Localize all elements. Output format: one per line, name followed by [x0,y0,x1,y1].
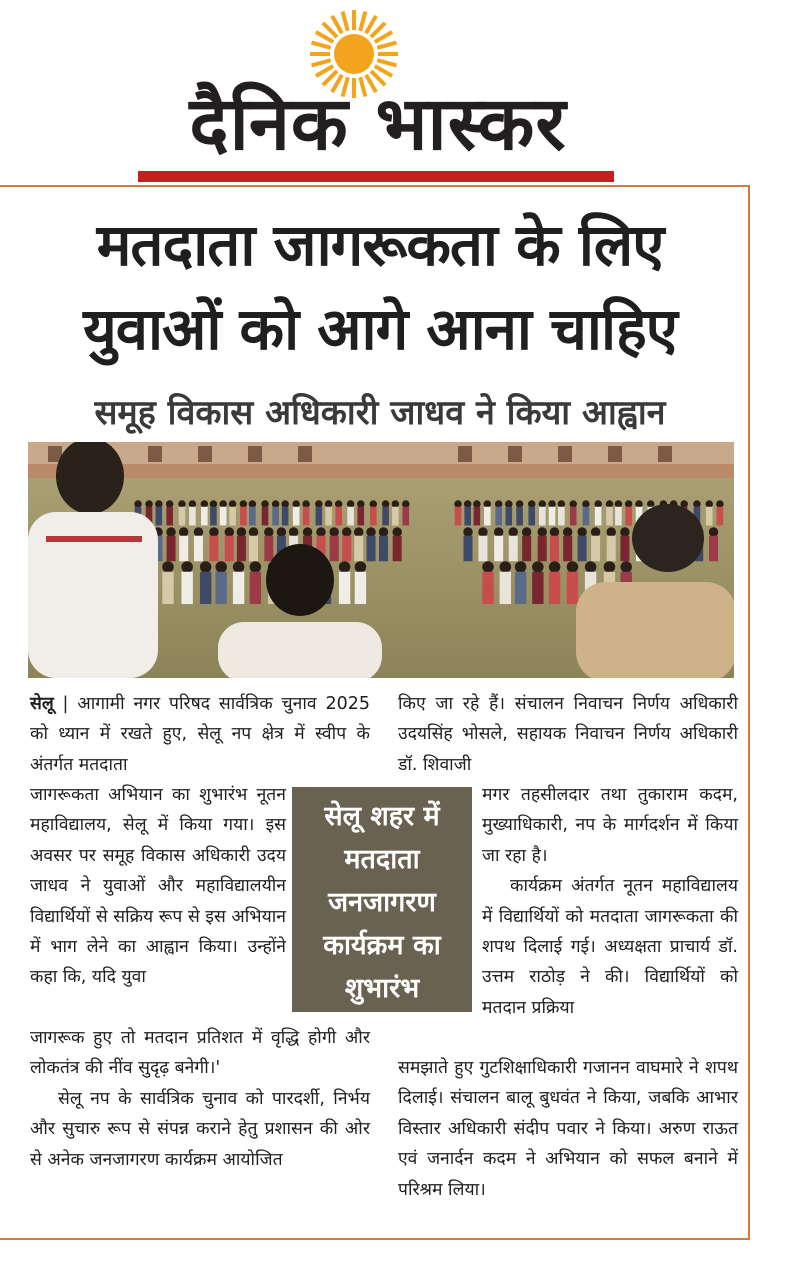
crowd-body [162,572,173,604]
crowd-head [522,527,532,537]
crowd-head [281,500,289,508]
crowd-body [354,536,363,562]
crowd-body [549,507,556,526]
crowd-body [335,507,342,526]
crowd-head [528,500,536,508]
crowd-body [167,536,176,562]
sun-ray [371,23,385,37]
body-paragraph: सेलू नप के सार्वत्रिक चुनाव को पारदर्शी, निर्भय और सुचारु रूप से संपन्न कराने हेतु प्रशासन की ओर से अनेक जनजागरण कार्यक्रम आयोजित [30,1088,370,1170]
crowd-body [262,507,269,526]
sun-ray [366,16,376,33]
crowd-body [189,507,196,526]
crowd-head [606,500,614,508]
crowd-head [563,527,573,537]
students-pledge-photo [28,442,734,678]
crowd-body [215,572,226,604]
crowd-head [402,500,410,508]
crowd-head [392,527,402,537]
crowd-body [482,572,493,604]
crowd-body [210,507,217,526]
crowd-head [494,527,504,537]
crowd-body [347,507,354,526]
crowd-body [474,507,481,526]
crowd-head [635,500,643,508]
sun-ray [316,32,333,42]
crowd-body [282,507,289,526]
crowd-body [464,536,473,562]
right-column-narrow [482,780,738,1023]
crowd-body [357,507,364,526]
crowd-body [367,536,376,562]
crowd-body [567,572,578,604]
crowd-body [325,507,332,526]
crowd-head [484,500,492,508]
crowd-head [620,561,632,573]
crowd-body [528,507,535,526]
crowd-head [194,527,204,537]
crowd-body [166,507,173,526]
logo-underline-bar [138,171,614,182]
crowd-head [181,561,193,573]
crowd-body [494,536,503,562]
crowd-head [325,500,333,508]
dateline: सेलू [30,694,54,714]
crowd-head [209,527,219,537]
sun-ray [311,43,330,48]
crowd-head [382,500,390,508]
crowd-body [250,572,261,604]
crowd-head [264,527,274,537]
crowd-head [315,500,323,508]
crowd-head [620,527,630,537]
crowd-body [339,572,350,604]
sun-ray [323,23,337,37]
crowd-head [201,500,209,508]
article-headline: मतदाता जागरूकता के लिए युवाओं को आगे आना चाहिए [83,211,677,363]
crowd-head [537,527,547,537]
crowd-body [620,536,629,562]
crowd-head [515,561,527,573]
crowd-head [549,561,561,573]
crowd-head [225,527,235,537]
crowd-body [550,536,559,562]
masthead [138,8,618,183]
crowd-body [478,536,487,562]
crowd-body [330,536,339,562]
body-paragraph: कार्यक्रम अंतर्गत नूतन महाविद्यालय में विद्यार्थियों को मतदाता जागरूकता की शपथ दिलाई गई। अध्यक्षता प्राचार्य डॉ. उत्तम राठोड़ ने की। विद्यार्थियों को मतदान प्रक्रिया [482,876,738,1018]
crowd-head [482,561,494,573]
article-photo [28,442,734,678]
crowd-body [272,507,279,526]
crowd-head [250,561,262,573]
crowd-head [249,527,259,537]
left-column-top: सेलू | आगामी नगर परिषद सार्वत्रिक चुनाव 2025 को ध्यान में रखते हुए, सेलू नप क्षेत्र में स्वीप के अंतर्गत मतदाता [30,694,370,775]
crowd-body [625,507,632,526]
crowd-body [402,507,409,526]
crowd-head [210,500,218,508]
crowd-body [156,507,163,526]
crowd-body [220,507,227,526]
crowd-head [516,500,524,508]
crowd-head [342,527,352,537]
article-subheadline: समूह विकास अधिकारी जाधव ने किया आह्वान [94,393,666,433]
crowd-head [272,500,280,508]
crowd-body [201,507,208,526]
crowd-head [500,561,512,573]
crowd-body [264,536,273,562]
crowd-head [705,500,713,508]
sun-ray [377,60,396,65]
crowd-body [570,507,577,526]
crowd-body [583,507,590,526]
crowd-head [606,527,616,537]
right-column-top [398,689,738,780]
crowd-body [249,536,258,562]
crowd-head [354,527,364,537]
crowd-head [289,527,299,537]
crowd-body [316,507,323,526]
crowd-body [500,572,511,604]
crowd-body [181,572,192,604]
crowd-body [615,507,622,526]
crowd-body [237,536,246,562]
crowd-body [717,507,724,526]
crowd-head [594,500,602,508]
crowd-head [261,500,269,508]
crowd-body [464,507,471,526]
crowd-head [366,527,376,537]
crowd-head [316,527,326,537]
crowd-head [716,500,724,508]
body-paragraph: आगामी नगर परिषद सार्वत्रिक चुनाव 2025 को ध्यान में रखते हुए, सेलू नप क्षेत्र में स्वीप के अंतर्गत मतदाता [30,694,370,775]
crowd-body [538,536,547,562]
right-column-bottom [398,1053,738,1205]
crowd-head [339,561,351,573]
crowd-head [625,500,633,508]
crowd-body [595,507,602,526]
crowd-body [522,536,531,562]
pull-quote-box: सेलू शहर में मतदाता जनजागरण कार्यक्रम का शुभारंभ [292,787,472,1012]
sun-ray [332,16,342,33]
crowd-head [709,527,719,537]
crowd-body [293,507,300,526]
crowd-body [249,507,256,526]
sun-ray [375,32,392,42]
crowd-head [604,561,616,573]
crowd-head [478,527,488,537]
crowd-head [548,500,556,508]
crowd-head [569,500,577,508]
crowd-body [706,507,713,526]
body-paragraph: समझाते हुए गुटशिक्षाधिकारी गजानन वाघमारे ने शपथ दिलाई। संचालन बालू बुधवंत ने किया, जबकि आभार विस्तार अधिकारी संदीप पवार ने किया। अरुण राऊत एवं जनार्दन कदम ने अभियान को सफल बनाने में परिश्रम लिया। [398,1058,738,1200]
crowd-body [240,507,247,526]
crowd-head [240,500,248,508]
crowd-body [209,536,218,562]
crowd-head [463,527,473,537]
crowd-body [563,536,572,562]
crowd-head [464,500,472,508]
crowd-head [200,561,212,573]
crowd-head [370,500,378,508]
crowd-head [532,561,544,573]
crowd-body [225,536,234,562]
crowd-head [233,561,245,573]
crowd-body [370,507,377,526]
crowd-head [237,527,247,537]
sun-ray [316,66,333,76]
crowd-head [647,500,655,508]
crowd-head [539,500,547,508]
left-column-bottom [30,1023,370,1175]
crowd-head [179,527,189,537]
crowd-body [455,507,462,526]
crowd-head [505,500,513,508]
crowd-body [229,507,236,526]
newspaper-logo: दैनिक भास्कर [189,81,567,167]
crowd-head [134,500,142,508]
crowd-head [335,500,343,508]
crowd-body [355,572,366,604]
crowd-body [516,507,523,526]
crowd-head [379,527,389,537]
crowd-head [550,527,560,537]
crowd-body [484,507,491,526]
sun-ray [311,60,330,65]
crowd-head [454,500,462,508]
crowd-body [194,536,203,562]
crowd-head [693,500,701,508]
crowd-body [532,572,543,604]
crowd-head [155,500,163,508]
crowd-head [145,500,153,508]
crowd-head [347,500,355,508]
crowd-body [392,507,399,526]
crowd-body [606,507,613,526]
crowd-body [379,536,388,562]
crowd-head [178,500,186,508]
crowd-body [233,572,244,604]
crowd-body [709,536,718,562]
crowd-head [473,500,481,508]
crowd-body [558,507,565,526]
crowd-head [508,527,518,537]
crowd-head [392,500,400,508]
crowd-head [219,500,227,508]
crowd-head [585,561,597,573]
crowd-body [342,536,351,562]
sun-ray [360,11,365,30]
crowd-head [303,527,313,537]
crowd-body [200,572,211,604]
body-paragraph: जागरूकता अभियान का शुभारंभ नूतन महाविद्यालय, सेलू में किया गया। इस अवसर पर समूह विकास अधिकारी उदय जाधव ने युवाओं और महाविद्यालयीन विद्यार्थियों से सक्रिय रूप से इस अभियान में भाग लेने का आह्वान किया। उन्होंने कहा कि, यदि युवा [30,785,286,988]
left-column-narrow [30,780,286,993]
crowd-body [578,536,587,562]
crowd-head [355,561,367,573]
crowd-head [591,527,601,537]
crowd-head [162,561,174,573]
crowd-head [189,500,197,508]
sun-ray [377,43,396,48]
sun-ray [343,11,348,30]
crowd-head [229,500,237,508]
crowd-body [393,536,402,562]
crowd-body [549,572,560,604]
crowd-body [303,507,310,526]
crowd-head [577,527,587,537]
crowd-body [179,507,186,526]
crowd-body [515,572,526,604]
crowd-head [302,500,310,508]
crowd-head [567,561,579,573]
crowd-head [558,500,566,508]
sun-ray [375,66,392,76]
crowd-body [495,507,502,526]
crowd-body [382,507,389,526]
crowd-head [292,500,300,508]
body-paragraph: जागरूक हुए तो मतदान प्रतिशत में वृद्धि होगी और लोकतंत्र की नींव सुदृढ़ बनेगी।' [30,1028,370,1079]
crowd-body [509,536,518,562]
crowd-body [607,536,616,562]
crowd-head [215,561,227,573]
crowd-head [615,500,623,508]
crowd-body [539,507,546,526]
body-paragraph: किए जा रहे हैं। संचालन निवाचन निर्णय अधिकारी उदयसिंह भोसले, सहायक निवाचन निर्णय अधिकारी डॉ. शिवाजी [398,694,738,775]
crowd-head [357,500,365,508]
crowd-head [277,527,287,537]
crowd-head [495,500,503,508]
crowd-head [166,500,174,508]
crowd-head [249,500,257,508]
crowd-body [591,536,600,562]
crowd-body [179,536,188,562]
crowd-head [329,527,339,537]
crowd-head [582,500,590,508]
body-paragraph: मगर तहसीलदार तथा तुकाराम कदम, मुख्याधिकारी, नप के मार्गदर्शन में किया जा रहा है। [482,785,738,866]
crowd-body [505,507,512,526]
crowd-head [166,527,176,537]
